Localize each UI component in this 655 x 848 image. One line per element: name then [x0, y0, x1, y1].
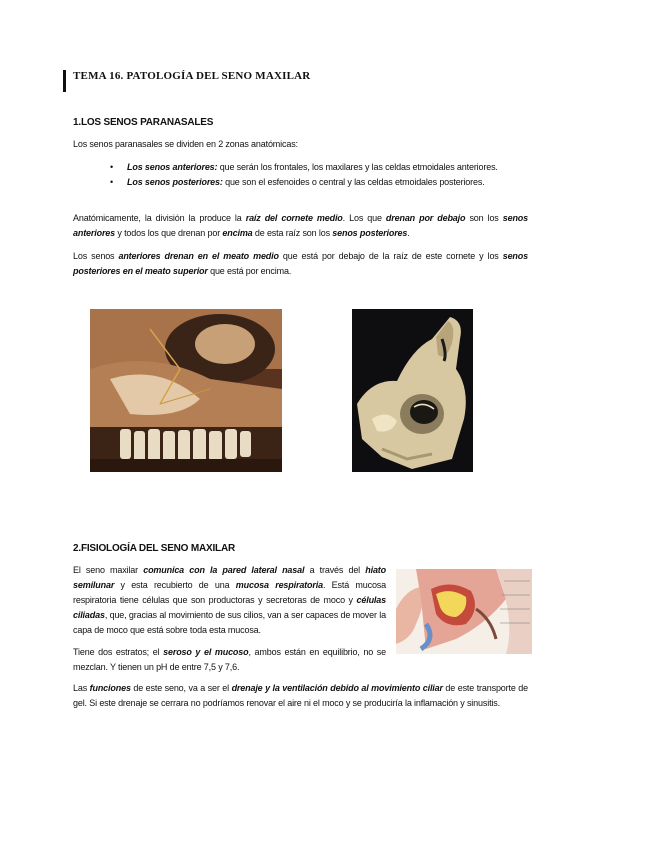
- emphasis-text: funciones: [89, 683, 131, 693]
- text-run: . Está mucosa respiratoria tiene células que son productoras y secretoras de moco y: [73, 580, 387, 605]
- emphasis-text: senos anteriores: [73, 213, 529, 238]
- text-run: y todos los que drenan por: [115, 228, 223, 238]
- text-run: de esta raíz son los: [252, 228, 333, 238]
- sinus-anatomy-illustration: [396, 569, 532, 654]
- emphasis-text: drenan por debajo: [385, 213, 466, 223]
- emphasis-text: hiato semilunar: [73, 565, 386, 590]
- text-run: a través del: [304, 565, 366, 575]
- bullet-term: Los senos anteriores:: [127, 162, 218, 172]
- title-bar: [63, 70, 66, 92]
- section1-bullet-list: [110, 160, 528, 190]
- emphasis-text: comunica con la pared lateral nasal: [143, 565, 305, 575]
- section2-paragraph-3: [73, 681, 528, 711]
- emphasis-text: células ciliadas: [73, 595, 386, 620]
- section2-paragraph-2: [73, 645, 386, 675]
- text-run: que está por debajo de la raíz de este cornete y los: [278, 251, 503, 261]
- text-run: que está por encima.: [207, 266, 292, 276]
- bullet-text: que serán los frontales, los maxilares y las celdas etmoidales anteriores.: [217, 162, 498, 172]
- text-run: Tiene dos estratos; el: [73, 647, 164, 657]
- emphasis-text: senos posteriores: [332, 228, 408, 238]
- bullet-term: Los senos posteriores:: [127, 177, 223, 187]
- text-run: . Los que: [342, 213, 386, 223]
- page-title: TEMA 16. PATOLOGÍA DEL SENO MAXILAR: [73, 70, 311, 82]
- emphasis-text: encima: [222, 228, 253, 238]
- section1-intro: Los senos paranasales se dividen en 2 zonas anatómicas:: [73, 139, 298, 149]
- emphasis-text: anteriores drenan en el meato medio: [118, 251, 279, 261]
- text-run: , que, gracias al movimiento de sus cilios, van a ser capaces de mover la capa de moco que está sobre toda esta mucosa.: [73, 610, 386, 635]
- section1-heading: 1.LOS SENOS PARANASALES: [73, 117, 214, 128]
- text-run: de este seno, va a ser el: [130, 683, 232, 693]
- section2-heading: 2.FISIOLOGÍA DEL SENO MAXILAR: [73, 543, 235, 554]
- text-run: y esta recubierto de una: [114, 580, 236, 590]
- text-run: , ambos están en equilibrio, no se mezclan. Y tienen un pH de entre 7,5 y 7,6.: [73, 647, 387, 672]
- section1-paragraph-2: [73, 249, 528, 279]
- text-run: de este transporte de gel. Si este drenaje se cerrara no podríamos renovar el aire ni el moco y se produciría la inflamación y sinusitis.: [73, 683, 528, 708]
- section2-paragraph-1: [73, 563, 386, 638]
- text-run: Anatómicamente, la división la produce la: [73, 213, 246, 223]
- skull-dissection-photo: [90, 309, 282, 472]
- bullet-item-posteriores: [110, 175, 528, 190]
- text-run: son los: [465, 213, 503, 223]
- maxilla-bone-photo: [352, 309, 473, 472]
- section1-paragraph-1: [73, 211, 528, 241]
- emphasis-text: mucosa respiratoria: [235, 580, 323, 590]
- bullet-text: que son el esfenoides o central y las celdas etmoidales posteriores.: [222, 177, 485, 187]
- emphasis-text: raíz del cornete medio: [245, 213, 343, 223]
- text-run: .: [407, 228, 410, 238]
- text-run: El seno maxilar: [73, 565, 144, 575]
- bullet-dot-icon: •: [110, 162, 114, 172]
- bullet-item-anteriores: [110, 160, 528, 175]
- text-run: Los senos: [73, 251, 119, 261]
- emphasis-text: senos posteriores en el meato superior: [73, 251, 528, 276]
- bullet-dot-icon: •: [110, 177, 114, 187]
- emphasis-text: drenaje y la ventilación debido al movimiento ciliar: [231, 683, 443, 693]
- text-run: Las: [73, 683, 90, 693]
- emphasis-text: seroso y el mucoso: [163, 647, 249, 657]
